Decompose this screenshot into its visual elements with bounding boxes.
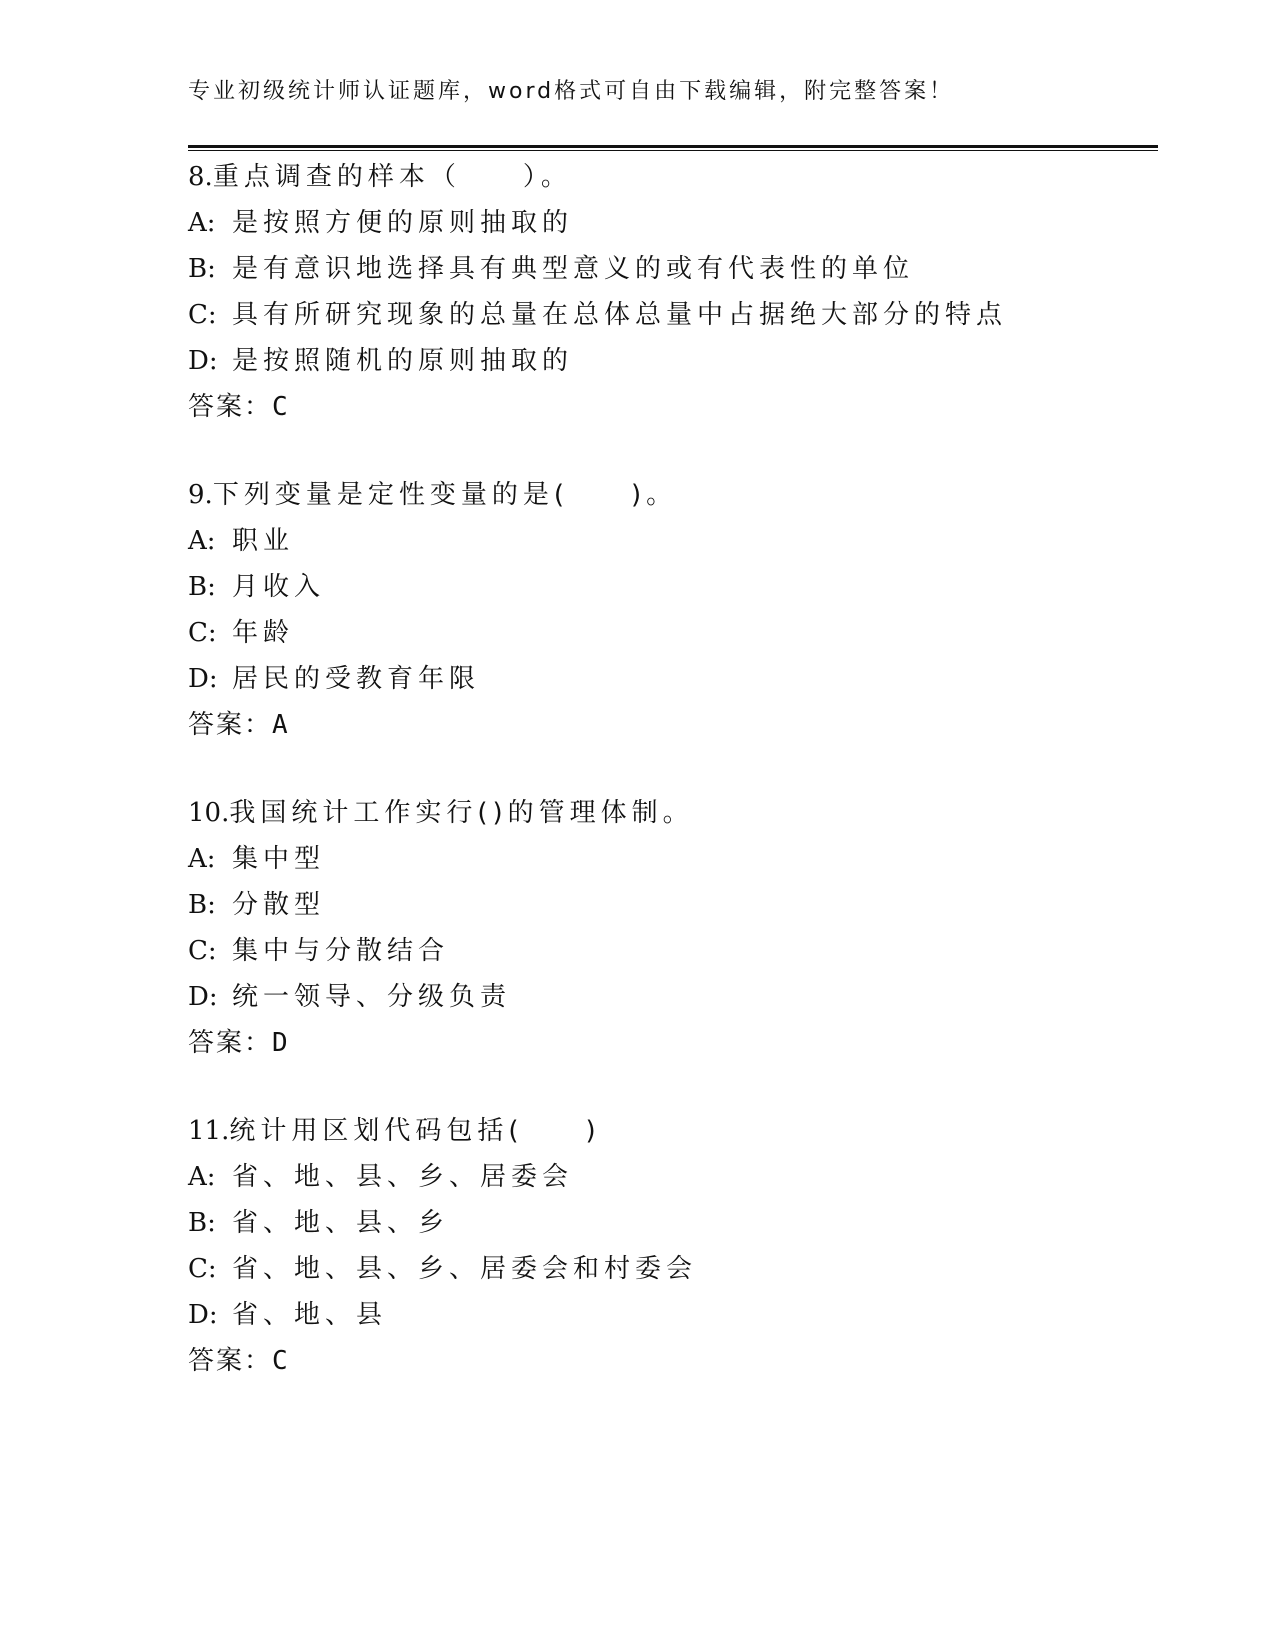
- question-text: 我国统计工作实行()的管理体制。: [229, 798, 694, 828]
- option-text: 居民的受教育年限: [232, 664, 481, 694]
- option-c: [188, 610, 1168, 656]
- question-10: [188, 790, 1168, 1066]
- option-a: [188, 836, 1168, 882]
- option-text: 省、地、县: [232, 1300, 388, 1330]
- answer-label: 答案：: [188, 710, 273, 740]
- option-letter: A:: [188, 208, 216, 238]
- question-8: [188, 154, 1168, 430]
- option-letter: D:: [188, 982, 218, 1012]
- option-d: [188, 338, 1168, 384]
- option-text: 月收入: [232, 572, 326, 602]
- page-header: 专业初级统计师认证题库，word格式可自由下载编辑，附完整答案！: [188, 79, 955, 104]
- answer-line: [188, 1020, 1168, 1066]
- option-letter: C:: [188, 1254, 217, 1284]
- question-stem: [188, 1108, 1168, 1154]
- option-letter: B:: [188, 254, 216, 284]
- question-stem: [188, 154, 1168, 200]
- question-11: [188, 1108, 1168, 1384]
- option-text: 省、地、县、乡、居委会和村委会: [232, 1254, 698, 1284]
- question-number: 10.: [188, 798, 230, 828]
- option-text: 省、地、县、乡、居委会: [232, 1162, 574, 1192]
- option-text: 年龄: [232, 618, 295, 648]
- question-number: 9.: [188, 480, 213, 510]
- option-letter: A:: [188, 1162, 216, 1192]
- option-text: 是有意识地选择具有典型意义的或有代表性的单位: [232, 254, 915, 284]
- option-letter: D:: [188, 346, 218, 376]
- option-letter: D:: [188, 1300, 218, 1330]
- option-text: 集中与分散结合: [232, 936, 450, 966]
- option-b: [188, 564, 1168, 610]
- question-stem: [188, 790, 1168, 836]
- question-text: 统计用区划代码包括( ): [229, 1116, 601, 1146]
- question-number: 11.: [188, 1116, 230, 1146]
- option-text: 省、地、县、乡: [232, 1208, 450, 1238]
- option-letter: C:: [188, 300, 217, 330]
- option-c: [188, 292, 1168, 338]
- option-letter: A:: [188, 526, 216, 556]
- option-letter: B:: [188, 890, 216, 920]
- question-text: 下列变量是定性变量的是( )。: [212, 480, 678, 510]
- answer-line: [188, 384, 1168, 430]
- answer-label: 答案：: [188, 1346, 273, 1376]
- option-b: [188, 1200, 1168, 1246]
- option-letter: A:: [188, 844, 216, 874]
- option-a: [188, 1154, 1168, 1200]
- option-text: 职业: [232, 526, 295, 556]
- option-b: [188, 246, 1168, 292]
- header-rule-thin: [188, 150, 1158, 151]
- option-letter: D:: [188, 664, 218, 694]
- answer-value: A: [272, 710, 288, 740]
- option-letter: B:: [188, 1208, 216, 1238]
- answer-value: D: [272, 1028, 288, 1058]
- option-text: 是按照随机的原则抽取的: [232, 346, 574, 376]
- option-d: [188, 974, 1168, 1020]
- answer-line: [188, 702, 1168, 748]
- answer-value: C: [272, 392, 288, 422]
- answer-label: 答案：: [188, 1028, 273, 1058]
- question-stem: [188, 472, 1168, 518]
- option-a: [188, 200, 1168, 246]
- answer-line: [188, 1338, 1168, 1384]
- option-c: [188, 1246, 1168, 1292]
- answer-label: 答案：: [188, 392, 273, 422]
- option-text: 具有所研究现象的总量在总体总量中占据绝大部分的特点: [232, 300, 1008, 330]
- question-text: 重点调查的样本（ ）。: [212, 162, 572, 192]
- answer-value: C: [272, 1346, 288, 1376]
- option-text: 分散型: [232, 890, 326, 920]
- option-a: [188, 518, 1168, 564]
- option-d: [188, 656, 1168, 702]
- option-c: [188, 928, 1168, 974]
- option-text: 集中型: [232, 844, 326, 874]
- option-letter: C:: [188, 936, 217, 966]
- option-d: [188, 1292, 1168, 1338]
- option-letter: C:: [188, 618, 217, 648]
- option-text: 是按照方便的原则抽取的: [232, 208, 574, 238]
- option-b: [188, 882, 1168, 928]
- question-9: [188, 472, 1168, 748]
- header-rule-thick: [188, 145, 1158, 148]
- option-text: 统一领导、分级负责: [232, 982, 512, 1012]
- question-number: 8.: [188, 162, 213, 192]
- option-letter: B:: [188, 572, 216, 602]
